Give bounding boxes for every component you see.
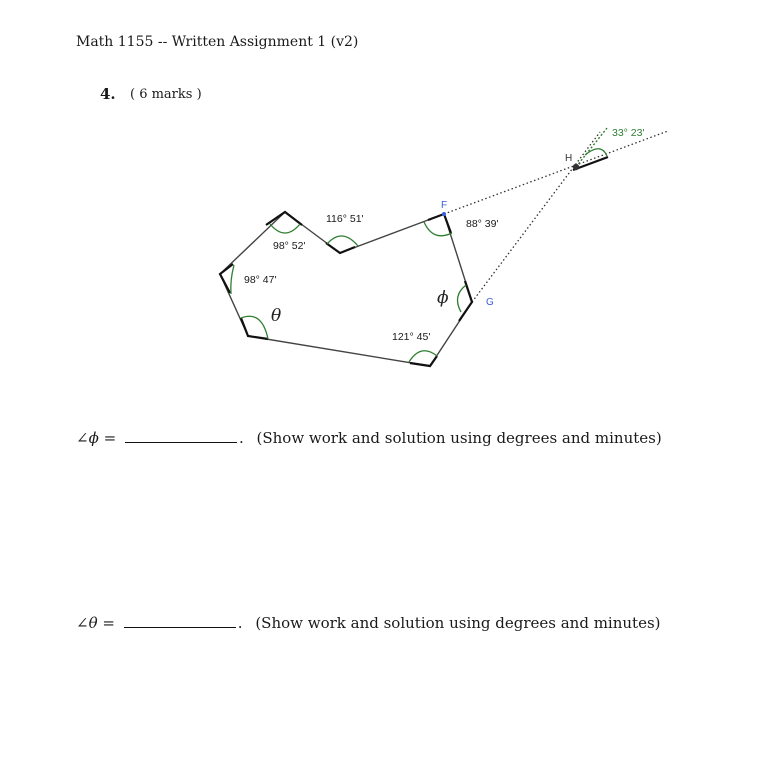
- answer-theta-blank[interactable]: [124, 613, 236, 628]
- point-label-h: H: [565, 153, 573, 164]
- point-label-g: G: [486, 297, 494, 308]
- answer-phi-row: [76, 428, 662, 447]
- dotted-line-fh: [444, 131, 668, 214]
- point-f: [442, 212, 446, 216]
- label-98-47: 98° 47': [244, 274, 277, 286]
- answer-phi-equals: =: [103, 429, 117, 447]
- dotted-line-gh: [472, 132, 600, 302]
- dashed-green-ray: [576, 128, 607, 167]
- answer-phi-blank[interactable]: [125, 428, 237, 443]
- answer-theta-instruction: (Show work and solution using degrees and minutes): [255, 614, 661, 632]
- point-label-f: F: [441, 200, 448, 211]
- answer-phi-symbol: ∠ϕ: [76, 429, 99, 447]
- label-88-39: 88° 39': [466, 218, 499, 230]
- arc-116-51: [327, 236, 358, 246]
- polygon-outline: [220, 212, 472, 366]
- question-number: 4.: [100, 85, 116, 103]
- answer-theta-equals: =: [102, 614, 115, 632]
- answer-theta-symbol: ∠θ: [76, 614, 98, 632]
- answer-theta-row: [76, 613, 661, 632]
- arc-33-23: [585, 149, 607, 156]
- angle-arcs: [231, 149, 607, 362]
- label-121-45: 121° 45': [392, 331, 431, 343]
- arc-98-47: [231, 265, 234, 294]
- label-116-51: 116° 51': [326, 213, 364, 225]
- question-marks: ( 6 marks ): [130, 87, 202, 102]
- answer-theta-dot: .: [237, 614, 243, 632]
- theta-symbol: θ: [271, 306, 282, 326]
- arc-phi: [457, 285, 466, 312]
- phi-symbol: ϕ: [437, 288, 449, 308]
- answer-phi-instruction: (Show work and solution using degrees and minutes): [256, 429, 662, 447]
- answer-phi-dot: .: [238, 429, 244, 447]
- point-h: [573, 164, 579, 170]
- label-98-52: 98° 52': [273, 240, 306, 252]
- label-33-23: 33° 23': [612, 127, 645, 139]
- arc-98-52: [270, 224, 300, 233]
- assignment-title: Math 1155 -- Written Assignment 1 (v2): [76, 34, 359, 50]
